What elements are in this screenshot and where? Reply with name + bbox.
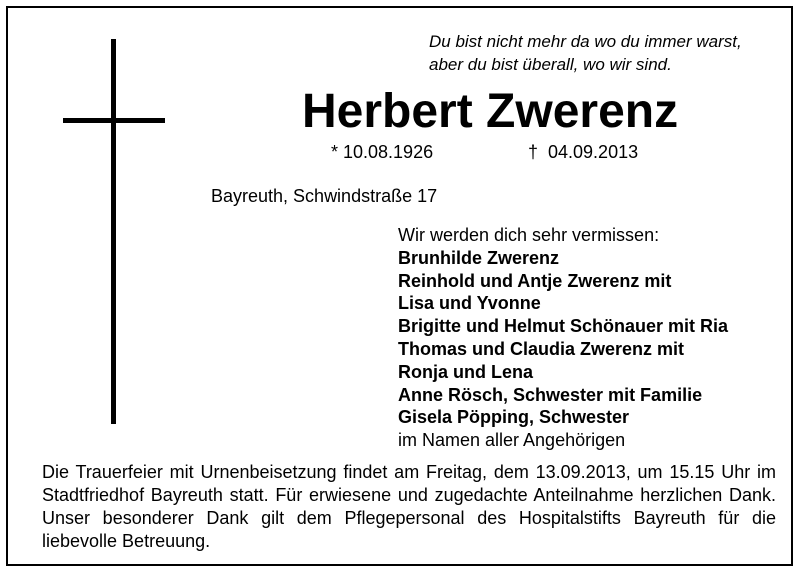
death-date-value: 04.09.2013	[548, 142, 639, 162]
mourner-name: Reinhold und Antje Zwerenz mit	[398, 270, 672, 291]
mourners-intro: Wir werden dich sehr vermissen:	[398, 225, 660, 245]
mourner-name: Thomas und Claudia Zwerenz mit	[398, 338, 685, 359]
deceased-name: Herbert Zwerenz	[302, 85, 679, 138]
mourners-closing: im Namen aller Angehörigen	[398, 430, 626, 451]
quote-line: aber du bist überall, wo wir sind.	[429, 55, 672, 74]
mourner-name: Ronja und Lena	[398, 361, 533, 382]
dagger-icon: †	[528, 142, 539, 162]
quote-line: Du bist nicht mehr da wo du immer warst,	[429, 32, 742, 51]
funeral-notice: Die Trauerfeier mit Urnenbeisetzung findet am Freitag, dem 13.09.2013, um 15.15 Uhr im Stadtfriedhof Bayreuth statt. Für erwiesene und zugedachte Anteilnahme herzlichen Dank. Unser besonderer Dank gilt dem Pflegepersonal des Hospitalstifts Bayreuth für die liebevolle Betreuung.	[42, 462, 776, 551]
mourner-name: Anne Rösch, Schwester mit Familie	[398, 384, 703, 405]
death-date	[528, 141, 638, 163]
mourner-name: Brunhilde Zwerenz	[398, 247, 560, 268]
quote	[429, 30, 742, 76]
obituary-card	[6, 6, 793, 566]
address: Bayreuth, Schwindstraße 17	[211, 186, 438, 206]
cross-vertical-beam	[111, 39, 116, 424]
birth-date: * 10.08.1926	[331, 142, 434, 162]
mourner-name: Lisa und Yvonne	[398, 293, 541, 314]
cross-horizontal-beam	[63, 118, 165, 123]
mourner-name: Brigitte und Helmut Schönauer mit Ria	[398, 316, 729, 337]
cross-icon	[8, 8, 208, 428]
mourners-block	[398, 224, 728, 452]
mourner-name: Gisela Pöpping, Schwester	[398, 407, 630, 428]
